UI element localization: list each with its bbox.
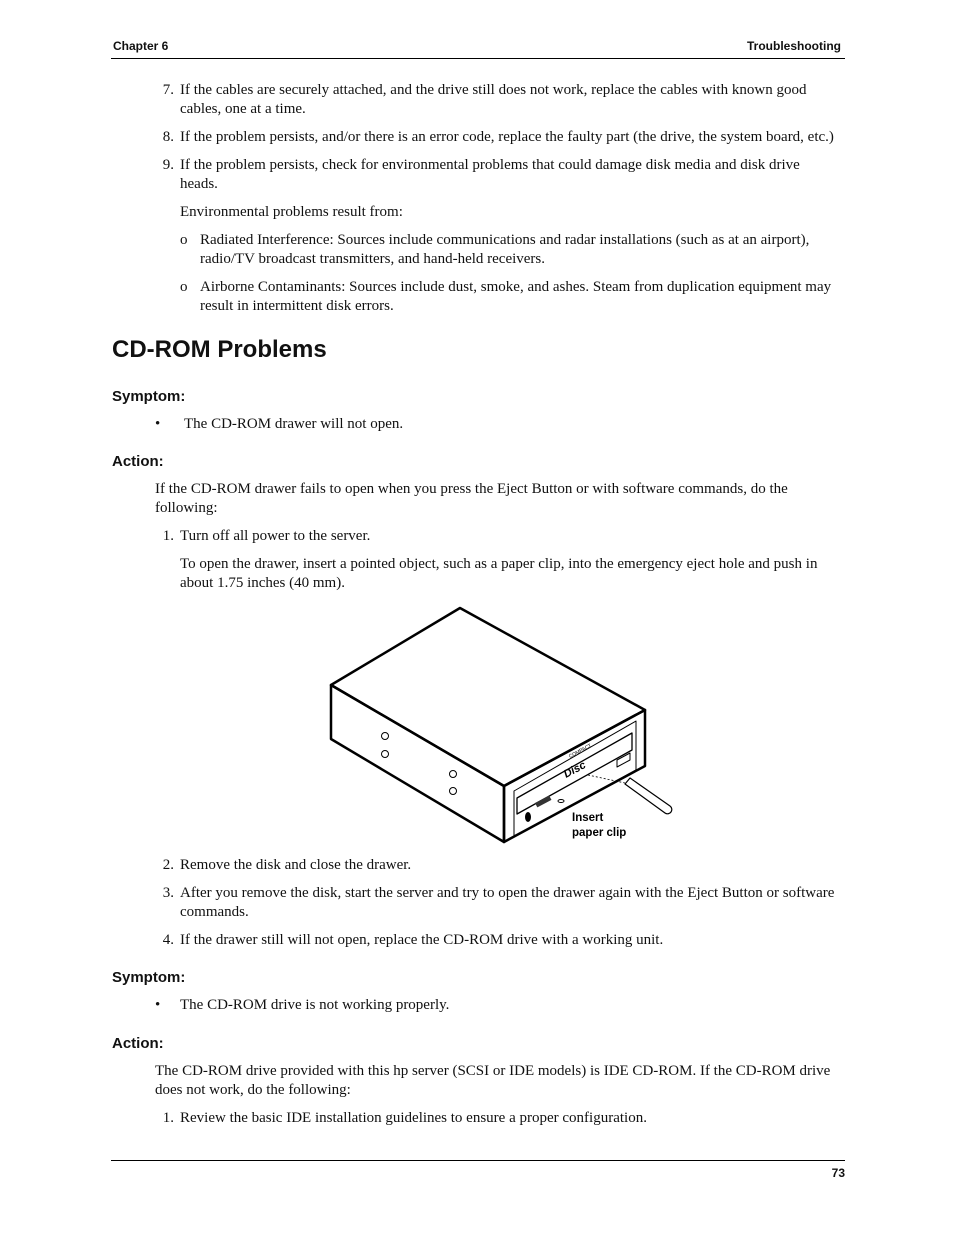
footer-rule xyxy=(111,1160,845,1161)
figure-label-line2: paper clip xyxy=(572,827,627,839)
action-heading: Action: xyxy=(112,1035,164,1052)
step-text: Remove the disk and close the drawer. xyxy=(180,857,412,873)
symptom-bullet: • xyxy=(155,416,161,432)
header-chapter: Chapter 6 xyxy=(113,39,169,53)
list-number: 7. xyxy=(162,82,174,98)
list-item-text: If the problem persists, check for environmental problems that could damage disk media and disk drive heads. xyxy=(180,157,800,192)
env-item-text: Airborne Contaminants: Sources include dust, smoke, and ashes. Steam from duplication equipment may result in intermittent disk errors. xyxy=(200,279,832,314)
cdrom-drive-figure xyxy=(320,600,680,850)
symptom-bullet: • xyxy=(155,997,161,1013)
step-detail: To open the drawer, insert a pointed object, such as a paper clip, into the emergency eject hole and push in about 1.75 inches (40 mm). xyxy=(180,556,818,591)
env-item-text: Radiated Interference: Sources include communications and radar installations (such as at an airport), radio/TV broadcast transmitters, and hand-held receivers. xyxy=(200,232,810,267)
section-title: CD-ROM Problems xyxy=(112,336,327,363)
symptom-text: The CD-ROM drawer will not open. xyxy=(184,416,404,432)
screw-hole xyxy=(382,733,389,740)
step-text: After you remove the disk, start the server and try to open the drawer again with the Eject Button or software commands. xyxy=(180,885,835,920)
symptom-heading: Symptom: xyxy=(112,388,186,405)
brand-label-icon xyxy=(535,795,551,807)
logo-small-text: COMPACT xyxy=(568,742,593,760)
logo-big-text: Disc xyxy=(561,759,588,781)
screw-hole xyxy=(450,788,457,795)
screw-hole xyxy=(450,771,457,778)
env-marker: o xyxy=(180,279,188,295)
step-number: 1. xyxy=(162,1110,174,1126)
step-number: 1. xyxy=(162,528,174,544)
page-number: 73 xyxy=(831,1166,845,1180)
step-text: Turn off all power to the server. xyxy=(180,528,371,544)
paper-clip xyxy=(625,778,672,814)
action-heading: Action: xyxy=(112,453,164,470)
drive-led xyxy=(558,800,564,803)
env-marker: o xyxy=(180,232,188,248)
step-number: 4. xyxy=(162,932,174,948)
step-text: If the drawer still will not open, replace the CD-ROM drive with a working unit. xyxy=(180,932,664,948)
env-intro: Environmental problems result from: xyxy=(180,204,403,220)
step-text: Review the basic IDE installation guidelines to ensure a proper configuration. xyxy=(180,1110,647,1126)
drive-top-face xyxy=(331,608,645,786)
figure-label-line1: Insert xyxy=(572,812,604,824)
list-item-text: If the cables are securely attached, and the drive still does not work, replace the cables with known good cables, one at a time. xyxy=(180,82,807,117)
list-number: 9. xyxy=(162,157,174,173)
step-number: 2. xyxy=(162,857,174,873)
brand-mark-icon xyxy=(525,812,531,822)
step-number: 3. xyxy=(162,885,174,901)
screw-hole xyxy=(382,751,389,758)
symptom-text: The CD-ROM drive is not working properly. xyxy=(180,997,450,1013)
header-section: Troubleshooting xyxy=(747,39,841,53)
drive-side-face xyxy=(331,685,504,842)
symptom-heading: Symptom: xyxy=(112,969,186,986)
action-intro: If the CD-ROM drawer fails to open when you press the Eject Button or with software commands, do the following: xyxy=(155,481,788,516)
list-number: 8. xyxy=(162,129,174,145)
action-intro: The CD-ROM drive provided with this hp server (SCSI or IDE models) is IDE CD-ROM. If the CD-ROM drive does not work, do the following: xyxy=(155,1063,831,1098)
header-rule xyxy=(111,58,845,59)
list-item-text: If the problem persists, and/or there is an error code, replace the faulty part (the drive, the system board, etc.) xyxy=(180,129,834,145)
